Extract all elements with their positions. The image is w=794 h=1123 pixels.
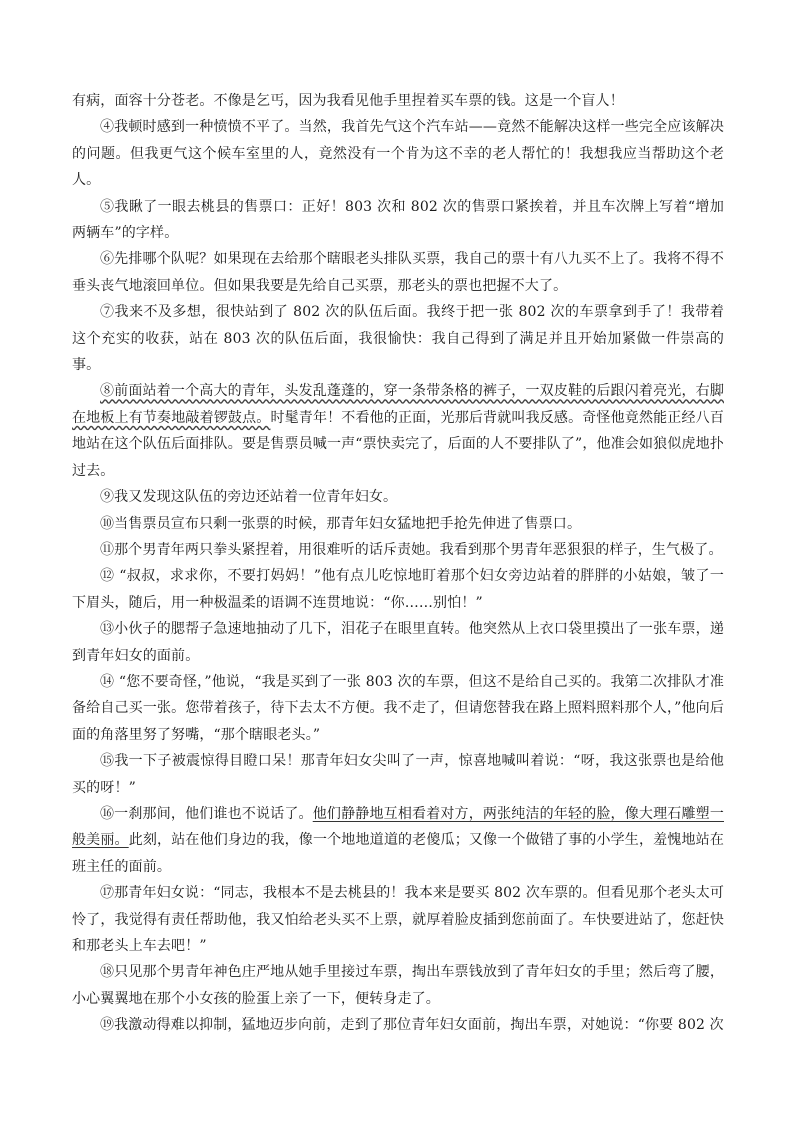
paragraph-12 [72, 563, 724, 616]
paragraph-text: ⑤我瞅了一眼去桃县的售票口：正好！803 次和 802 次的售票口紧挨着，并且车次牌上写着“增加两辆车”的字样。 [72, 198, 724, 242]
underlined-sentence: 他们静静地互相看着对方，两张纯洁的年轻的脸，像大理石雕塑一般美丽。 [72, 805, 724, 849]
paragraph-text: ⑨我又发现这队伍的旁边还站着一位青年妇女。 [100, 489, 398, 506]
paragraph-10 [72, 511, 724, 537]
paragraph-4 [72, 114, 724, 193]
paragraph-14 [72, 669, 724, 748]
paragraph-text: ⑪那个男青年两只拳头紧捏着，用很难听的话斥责她。我看到那个男青年恶狠狠的样子，生气极了。 [100, 541, 723, 558]
paragraph-13 [72, 616, 724, 669]
paragraph-text: ⑥先排哪个队呢？如果现在去给那个瞎眼老头排队买票，我自己的票十有八九买不上了。我将不得不垂头丧气地滚回单位。但如果我要是先给自己买票，那老头的票也把握不大了。 [72, 251, 724, 294]
paragraph-text: ⑩当售票员宣布只剩一张票的时候，那青年妇女猛地把手抢先伸进了售票口。 [100, 515, 582, 532]
paragraph-16 [72, 801, 724, 880]
paragraph-text: ⑬小伙子的腮帮子急速地抽动了几下，泪花子在眼里直转。他突然从上衣口袋里摸出了一张车票，递到青年妇女的面前。 [72, 621, 724, 664]
paragraph-text: ⑲我激动得难以抑制，猛地迈步向前，走到了那位青年妇女面前，掏出车票，对她说：“你要 802 次 [100, 1017, 724, 1034]
paragraph-11 [72, 537, 724, 563]
paragraph-text: ⑦我来不及多想，很快站到了 802 次的队伍后面。我终于把一张 802 次的车票拿到手了！我带着这个充实的收获，站在 803 次的队伍后面，我很愉快：我自己得到了满足并且开始加紧做一件崇高的事。 [72, 304, 724, 374]
paragraph-7 [72, 299, 724, 378]
paragraph-text: ⑫ “叔叔，求求你，不要打妈妈！”他有点儿吃惊地盯着那个妇女旁边站着的胖胖的小姑娘，皱了一下眉头，随后，用一种极温柔的语调不连贯地说：“你……别怕！” [72, 568, 724, 611]
paragraph-text: ⑱只见那个男青年神色庄严地从她手里接过车票，掏出车票钱放到了青年妇女的手里；然后弯了腰，小心翼翼地在那个小女孩的脸蛋上亲了一下，便转身走了。 [72, 964, 724, 1007]
paragraph-text: ⑰那青年妇女说：“同志，我根本不是去桃县的！我本来是要买 802 次车票的。但看见那个老头太可怜了，我觉得有责任帮助他，我又怕给老头买不上票，就厚着脸皮插到您前面了。车快要进站了，您赶快和那老头上车去吧！” [72, 885, 724, 954]
paragraph-text: 有病，面容十分苍老。不像是乞丐，因为我看见他手里捏着买车票的钱。这是一个盲人！ [72, 93, 624, 109]
paragraph-text: ⑭ “您不要奇怪，”他说，“我是买到了一张 803 次的车票，但这不是给自己买的。我第二次排队才准备给自己买一张。您带着孩子，待下去太不方便。我不走了，但请您替我在路上照料照料那个人，”他向后面的角落里努了努嘴，“那个瞎眼老头。” [72, 673, 724, 743]
paragraph-text: ⑮我一下子被震惊得目瞪口呆！那青年妇女尖叫了一声，惊喜地喊叫着说：“呀，我这张票也是给他买的呀！” [72, 753, 724, 796]
underlined-sentence: ⑧前面站着一个高大的青年，头发乱蓬蓬的，穿一条带条格的裤子，一双皮鞋的后跟闪着亮光，右脚在地板上有节奏地敲着锣鼓点。 [72, 383, 724, 426]
paragraph-19 [72, 1012, 724, 1038]
paragraph-text: 时髦青年！不看他的正面，光那后背就叫我反感。奇怪他竟然能正经八百地站在这个队伍后面排队。要是售票员喊一声“票快卖完了，后面的人不要排队了”，他准会如狼似虎地扑过去。 [72, 409, 724, 479]
paragraph-text: ⑯一刹那间，他们谁也不说话了。 [100, 805, 313, 822]
paragraph-15 [72, 748, 724, 801]
paragraph-3-tail [72, 88, 724, 114]
document-page [72, 88, 724, 1039]
paragraph-text: 此刻，站在他们身边的我，像一个地地道道的老傻瓜；又像一个做错了事的小学生，羞愧地站在班主任的面前。 [72, 832, 724, 875]
paragraph-5 [72, 194, 724, 247]
paragraph-6 [72, 246, 724, 299]
paragraph-9 [72, 484, 724, 510]
paragraph-text: ④我顿时感到一种愤愤不平了。当然，我首先气这个汽车站——竟然不能解决这样一些完全应该解决的问题。但我更气这个候车室里的人，竟然没有一个肯为这不幸的老人帮忙的！我想我应当帮助这个老人。 [72, 119, 724, 189]
paragraph-8 [72, 378, 724, 484]
paragraph-17 [72, 880, 724, 959]
paragraph-18 [72, 959, 724, 1012]
